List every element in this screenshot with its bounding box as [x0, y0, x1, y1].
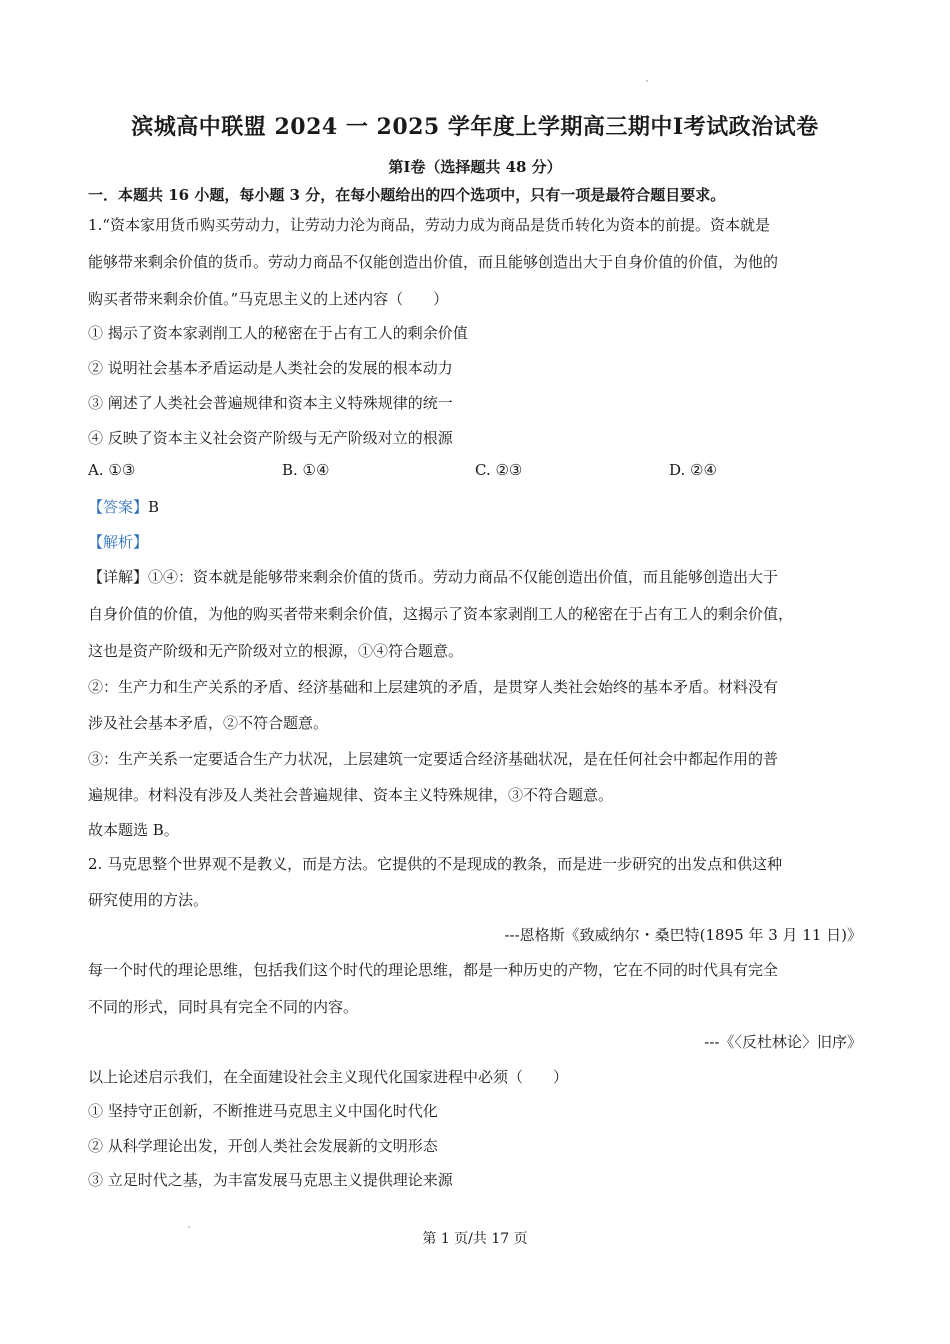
- q1-statement: ③ 阐述了人类社会普遍规律和资本主义特殊规律的统一: [88, 394, 453, 412]
- analysis-tag: 【解析】: [88, 533, 149, 551]
- q1-stem-line: 1.“资本家用货币购买劳动力，让劳动力沦为商品，劳动力成为商品是货币转化为资本的前提。资本就是: [88, 216, 770, 234]
- page-title: 滨城高中联盟 2024 一 2025 学年度上学期高三期中Ⅰ考试政治试卷: [131, 114, 819, 140]
- q2-quote-line: 每一个时代的理论思维，包括我们这个时代的理论思维，都是一种历史的产物，它在不同的时代具有完全: [88, 961, 779, 979]
- section-instructions: 一．本题共 16 小题，每小题 3 分，在每小题给出的四个选项中，只有一项是最符合题目要求。: [88, 186, 726, 204]
- q1-answer: [88, 496, 159, 517]
- q1-detail-line: 【详解】①④：资本就是能够带来剩余价值的货币。劳动力商品不仅能创造出价值，而且能够创造出大于: [88, 568, 779, 586]
- q1-option-c: C. ②③: [475, 461, 523, 479]
- scan-speck: [646, 80, 648, 82]
- q1-statement: ① 揭示了资本家剥削工人的秘密在于占有工人的剩余价值: [88, 324, 468, 342]
- q1-option-b: B. ①④: [282, 461, 330, 479]
- q1-option-d: D. ②④: [669, 461, 717, 479]
- q1-detail-line: 涉及社会基本矛盾，②不符合题意。: [88, 714, 329, 732]
- q2-statement: ① 坚持守正创新，不断推进马克思主义中国化时代化: [88, 1102, 438, 1120]
- q2-statement: ② 从科学理论出发，开创人类社会发展新的文明形态: [88, 1137, 438, 1155]
- q1-detail-line: ③：生产关系一定要适合生产力状况，上层建筑一定要适合经济基础状况，是在任何社会中都起作用的普: [88, 750, 779, 768]
- q2-quote-line: 研究使用的方法。: [88, 891, 209, 909]
- page-footer: 第 1 页/共 17 页: [422, 1231, 528, 1247]
- q1-detail-line: 故本题选 B。: [88, 821, 179, 839]
- q2-quote-line: 2. 马克思整个世界观不是教义，而是方法。它提供的不是现成的教条，而是进一步研究的出发点和供这种: [88, 855, 783, 873]
- q1-detail-line: ②：生产力和生产关系的矛盾、经济基础和上层建筑的矛盾，是贯穿人类社会始终的基本矛盾。材料没有: [88, 678, 779, 696]
- q2-source-1: ---恩格斯《致威纳尔・桑巴特(1895 年 3 月 11 日)》: [504, 926, 862, 944]
- q2-quote-line: 不同的形式，同时具有完全不同的内容。: [88, 998, 359, 1016]
- q1-statement: ④ 反映了资本主义社会资产阶级与无产阶级对立的根源: [88, 429, 453, 447]
- answer-tag: 【答案】: [88, 498, 149, 516]
- q1-stem-line: 能够带来剩余价值的货币。劳动力商品不仅能创造出价值，而且能够创造出大于自身价值的价值，为他的: [88, 253, 779, 271]
- q1-detail-line: 这也是资产阶级和无产阶级对立的根源，①④符合题意。: [88, 642, 464, 660]
- q2-stem: 以上论述启示我们，在全面建设社会主义现代化国家进程中必须（ ）: [88, 1068, 569, 1086]
- q1-detail-line: 遍规律。材料没有涉及人类社会普遍规律、资本主义特殊规律，③不符合题意。: [88, 786, 614, 804]
- answer-value: B: [148, 498, 160, 516]
- q2-source-2: ---《〈反杜林论〉旧序》: [704, 1033, 862, 1051]
- section-subtitle: 第Ⅰ卷（选择题共 48 分）: [388, 158, 562, 176]
- q1-statement: ② 说明社会基本矛盾运动是人类社会的发展的根本动力: [88, 359, 453, 377]
- q2-statement: ③ 立足时代之基，为丰富发展马克思主义提供理论来源: [88, 1171, 453, 1189]
- q1-stem-line: 购买者带来剩余价值。”马克思主义的上述内容（ ）: [88, 290, 449, 308]
- q1-option-a: A. ①③: [88, 461, 136, 479]
- q1-detail-line: 自身价值的价值，为他的购买者带来剩余价值，这揭示了资本家剥削工人的秘密在于占有工人的剩余价值，: [88, 605, 794, 623]
